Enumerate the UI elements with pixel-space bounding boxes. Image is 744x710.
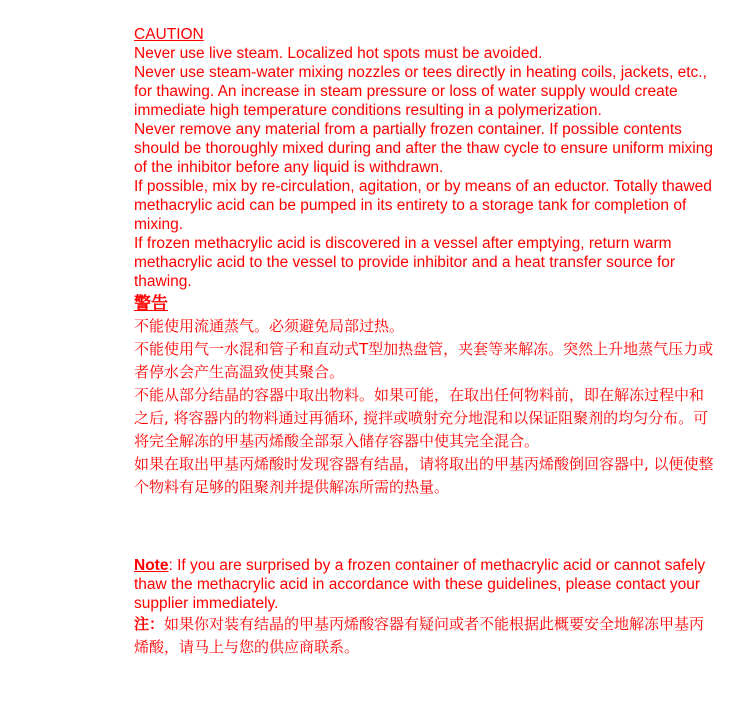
warning-paragraph-zh-3: 不能从部分结晶的容器中取出物料。如果可能，在取出任何物料前，即在解冻过程中和之后, 将容器内的物料通过再循环, 搅拌或喷射充分地混和以保证阻聚剂的均匀分布。可将完全解冻的甲基丙烯酸全部泵入储存容器中使其完全混合。 [134,386,709,450]
warning-heading-zh: 警告 [134,294,168,314]
warning-paragraph-zh-1: 不能使用流通蒸气。必须避免局部过热。 [134,317,405,335]
warning-paragraph-zh-2: 不能使用气一水混和管子和直动式T型加热盘管，夹套等来解冻。突然上升地蒸气压力或者停水会产生高温致使其聚合。 [134,340,714,381]
document-content [134,25,714,659]
note-label: Note [134,557,169,574]
warning-paragraph-zh-4: 如果在取出甲基丙烯酸时发现容器有结晶，请将取出的甲基丙烯酸倒回容器中, 以便使整个物料有足够的阻聚剂并提供解冻所需的热量。 [134,455,714,496]
note-paragraph [134,556,714,613]
caution-heading: CAUTION [134,26,204,43]
caution-paragraph-frozen-container: Never remove any material from a partially frozen container. If possible contents should be thoroughly mixed during and after the thaw cycle to ensure uniform mixing of the inhibitor before any liquid is withdrawn. [134,121,713,176]
caution-paragraph-return-warm-acid: If frozen methacrylic acid is discovered in a vessel after emptying, return warm methacrylic acid to the vessel to provide inhibitor and a heat transfer source for thawing. [134,235,676,290]
caution-paragraph-recirculation: If possible, mix by re-circulation, agitation, or by means of an eductor. Totally thawed methacrylic acid can be pumped in its entirety to a storage tank for completion of mixing. [134,178,712,233]
note-text-zh: 如果你对装有结晶的甲基丙烯酸容器有疑问或者不能根据此概要安全地解冻甲基丙烯酸，请马上与您的供应商联系。 [134,615,705,656]
caution-paragraph-mixing-nozzles: Never use steam-water mixing nozzles or tees directly in heating coils, jackets, etc., for thawing. An increase in steam pressure or loss of water supply would create immediate high temperature conditions resulting in a polymerization. [134,64,707,119]
note-paragraph-zh [134,613,714,659]
section-spacer [134,499,714,556]
note-label-zh: 注： [134,615,165,633]
note-text: : If you are surprised by a frozen container of methacrylic acid or cannot safely thaw the methacrylic acid in accordance with these guidelines, please contact your supplier immediately. [134,557,706,612]
caution-paragraph-live-steam: Never use live steam. Localized hot spots must be avoided. [134,45,543,62]
